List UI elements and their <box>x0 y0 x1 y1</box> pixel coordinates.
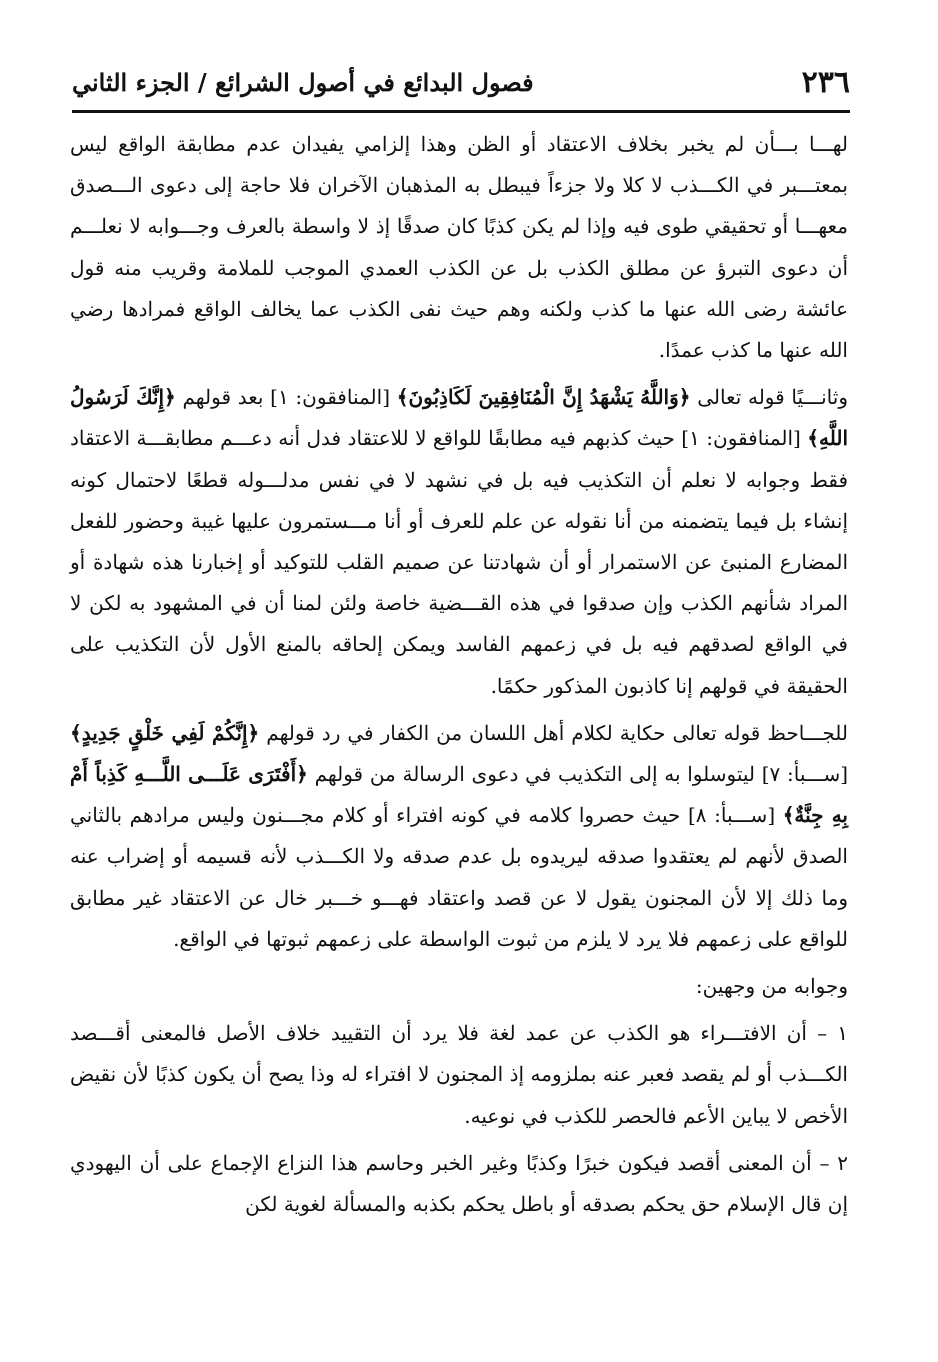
page-header <box>72 56 850 108</box>
text-segment: وجوابه من وجهين: <box>695 974 848 999</box>
paragraph <box>70 1013 848 1137</box>
quran-quote: ﴿وَاللَّهُ يَشْهَدُ إِنَّ الْمُنَافِقِينَ لَكَاذِبُونَ﴾ <box>396 385 691 410</box>
running-title: فصول البدائع في أصول الشرائع / الجزء الثاني <box>72 67 534 97</box>
text-segment: [المنافقون: ١] بعد قولهم <box>175 385 397 410</box>
paragraph <box>70 1143 848 1225</box>
paragraph <box>70 966 848 1007</box>
text-segment: ١ – أن الافتـــراء هو الكذب عن عمد لغة فلا يرد أن التقييد خلاف الأصل فالمعنى أقـــصد الكـــذب أو لم يقصد فعبر عنه بملزومه إذ المجنون لا افتراء له وذا يصح أن يكون كذبًا لأن نقيض الأخص لا يباين الأعم فالحصر للكذب في نوعيه. <box>70 1021 848 1128</box>
text-segment: للجـــاحظ قوله تعالى حكاية لكلام أهل اللسان من الكفار في رد قولهم <box>259 720 849 745</box>
text-segment: [المنافقون: ١] حيث كذبهم فيه مطابقًا للواقع لا للاعتقاد فدل أنه دعـــم مطابقـــة الاعتقاد فقط وجوابه لا نعلم أن التكذيب فيه بل في نشهد لا في نفس مدلـــوله قطعًا لاحتمال كونه إنشاء بل فيما يتضمنه من أنا نقوله عن علم للعرف أو أنا مـــستمرون عليها غيبة وحضور للفعل المضارع المنبئ عن الاستمرار أو أن شهادتنا عن صميم القلب للتوكيد أو إخبارنا هذه شهادة أو المراد شأنهم الكذب وإن صدقوا في هذه القـــضية خاصة ولئن لمنا أن في المشهود به لكن لا في الواقع لصدقهم فيه بل في زعمهم الفاسد ويمكن إلحاقه بالمنع الأول لأن التكذيب على الحقيقة في قولهم إنا كاذبون المذكور حكمًا. <box>70 426 848 698</box>
text-segment: [ســـبأ: ٧] ليتوسلوا به إلى التكذيب في دعوى الرسالة من قولهم <box>307 762 849 787</box>
header-divider <box>72 110 850 113</box>
text-segment: لهـــا بـــأن لم يخبر بخلاف الاعتقاد أو الظن وهذا إلزامي يفيدان عدم مطابقة الواقع ليس بمعتـــبر في الكـــذب لا كلا ولا جزءاً فيبطل به المذهبان الآخران فلا حاجة إلى دعوى الـــصدق معهـــا أو تحقيقي طوى فيه وإذا لم يكن كذبًا كان صدقًا إذ لا واسطة بالعرف وجـــوابه لا نعلـــم أن دعوى التبرؤ عن مطلق الكذب بل عن الكذب العمدي الموجب للملامة وقريب منه قول عائشة رضى الله عنها ما كذب ولكنه وهم حيث نفى الكذب عما يخالف الواقع فمرادها رضي الله عنها ما كذب عمدًا. <box>70 132 849 363</box>
quran-quote: ﴿إِنَّكُمْ لَفِي خَلْقٍ جَدِيدٍ﴾ <box>70 720 260 745</box>
text-segment: ٢ – أن المعنى أقصد فيكون خبرًا وكذبًا وغير الخبر وحاسم هذا النزاع الإجماع على أن اليهودي إن قال الإسلام حق يحكم بصدقه أو باطل يحكم بكذبه والمسألة لغوية لكن <box>70 1150 848 1217</box>
text-segment: وثانـــيًا قوله تعالى <box>690 385 849 410</box>
paragraph <box>70 124 848 371</box>
paragraph <box>70 713 848 960</box>
text-segment: [ســـبأ: ٨] حيث حصروا كلامه في كونه افتراء أو كلام مجـــنون وليس مرادهم بالثاني الصدق لأنهم لم يعتقدوا صدقه ليريدوه بل عدم صدقه ولا الكـــذب لأنه قسيمه أو إضراب عنه وما ذلك إلا لأن المجنون يقول لا عن قصد واعتقاد فهـــو خـــبر خال عن الاعتقاد غير مطابق للواقع على زعمهم فلا يرد لا يلزم من ثبوت الواسطة على زعمهم ثبوتها في الواقع. <box>70 803 848 951</box>
page-body <box>70 124 848 1342</box>
quran-quote: ﴿إِنَّكَ لَرَسُولُ اللَّهِ﴾ <box>70 385 849 451</box>
page-number: ٢٣٦ <box>801 64 850 100</box>
paragraph <box>70 377 848 707</box>
quran-quote: ﴿أَفْتَرَى عَلَـــى اللَّـــهِ كَذِباً أَمْ بِهِ جِنَّةٌ﴾ <box>70 762 848 828</box>
